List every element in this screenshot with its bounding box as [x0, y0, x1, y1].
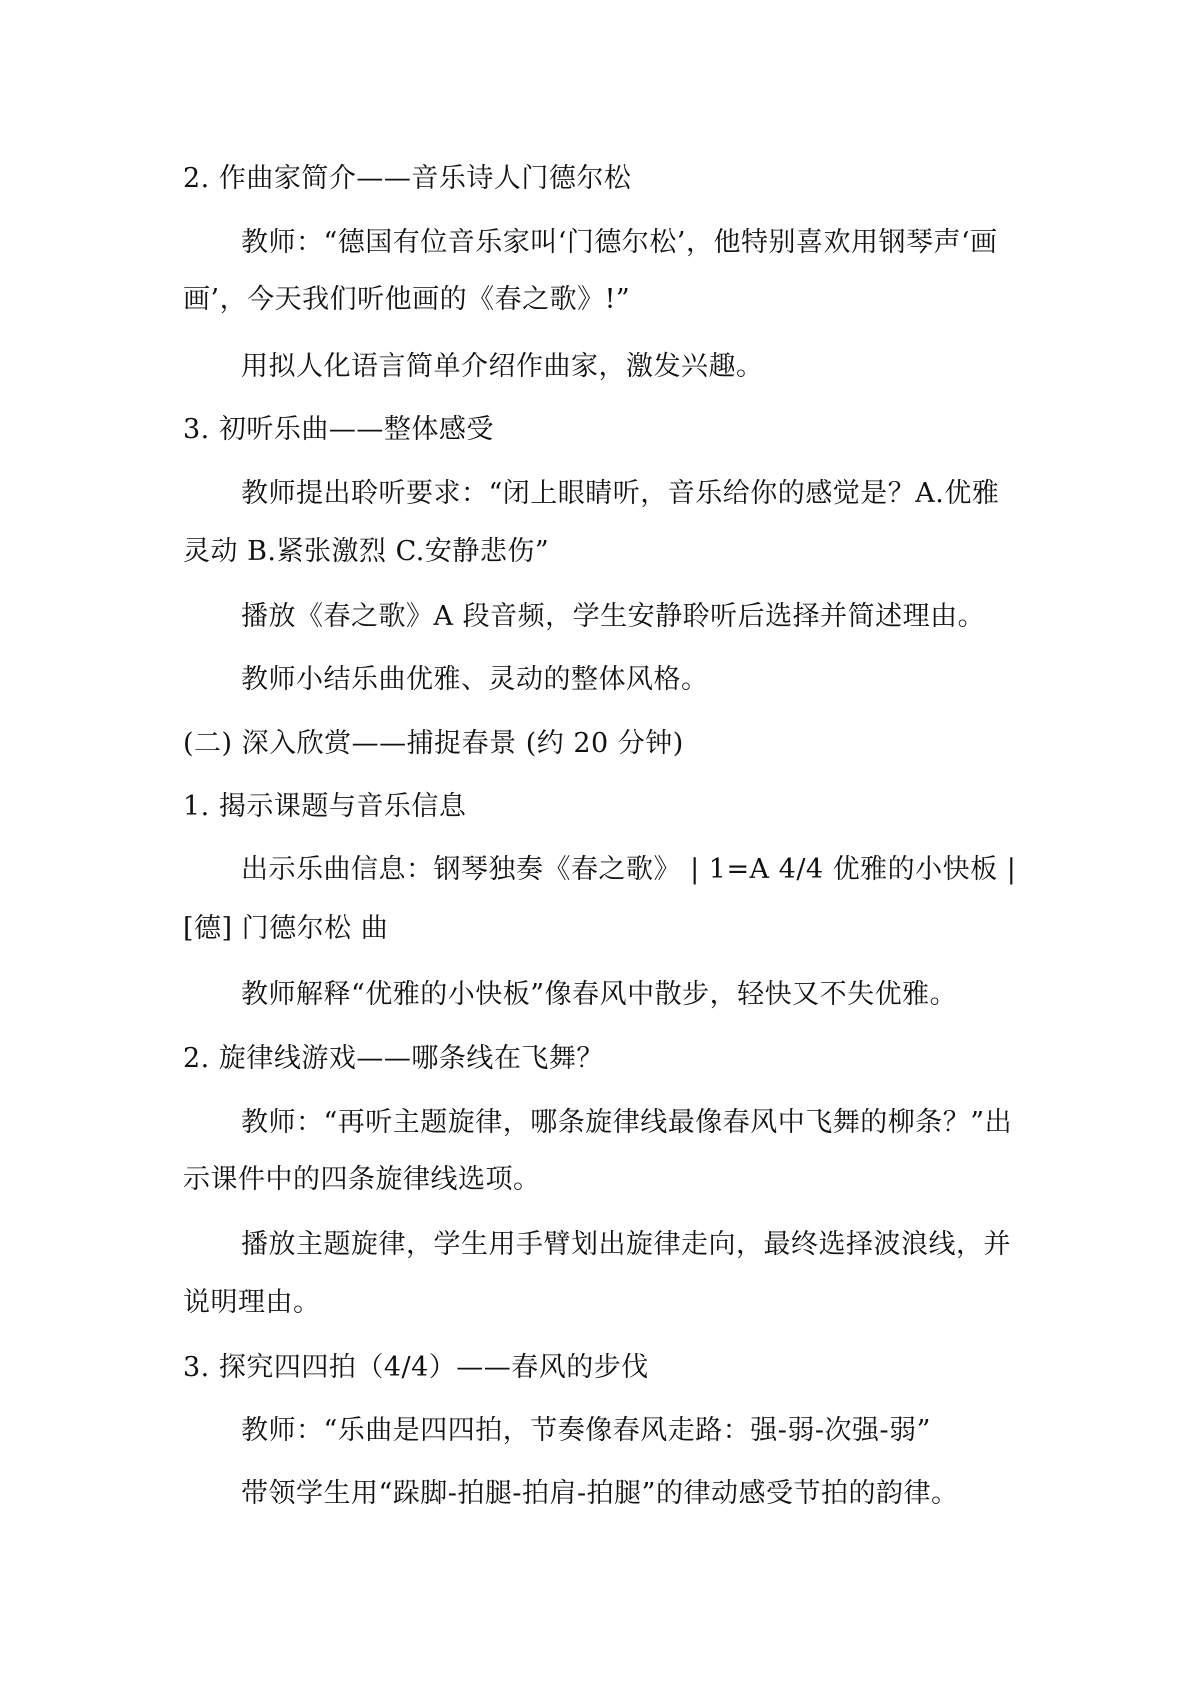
section-heading: 1. 揭示课题与音乐信息 [183, 791, 467, 822]
paragraph-line: 带领学生用“跺脚-拍腿-拍肩-拍腿”的律动感受节拍的韵律。 [241, 1478, 959, 1509]
paragraph-line: 播放主题旋律，学生用手臂划出旋律走向，最终选择波浪线，并 [241, 1229, 1011, 1260]
paragraph-line: 教师解释“优雅的小快板”像春风中散步，轻快又不失优雅。 [241, 979, 958, 1010]
paragraph-line: 教师：“乐曲是四四拍，节奏像春风走路：强-弱-次强-弱” [241, 1415, 931, 1446]
paragraph-line: 教师小结乐曲优雅、灵动的整体风格。 [241, 664, 709, 695]
paragraph-line: 出示乐曲信息：钢琴独奏《春之歌》 | 1=A 4/4 优雅的小快板 | [241, 854, 1017, 885]
paragraph-continuation: 灵动 B.紧张激烈 C.安静悲伤” [183, 536, 550, 567]
part-heading: (二) 深入欣赏——捕捉春景 (约 20 分钟) [183, 728, 684, 759]
paragraph-line: 用拟人化语言简单介绍作曲家，激发兴趣。 [241, 351, 764, 382]
section-heading: 2. 作曲家简介——音乐诗人门德尔松 [183, 163, 632, 194]
section-heading: 2. 旋律线游戏——哪条线在飞舞？ [183, 1043, 604, 1074]
paragraph-line: 教师：“德国有位音乐家叫‘门德尔松’，他特别喜欢用钢琴声‘画 [241, 227, 998, 258]
paragraph-continuation: 说明理由。 [183, 1287, 321, 1318]
paragraph-line: 教师提出聆听要求：“闭上眼睛听，音乐给你的感觉是？A.优雅 [241, 478, 1000, 509]
paragraph-line: 教师：“再听主题旋律，哪条旋律线最像春风中飞舞的柳条？”出 [241, 1107, 1013, 1138]
paragraph-continuation: [德] 门德尔松 曲 [183, 913, 389, 944]
section-heading: 3. 初听乐曲——整体感受 [183, 414, 494, 445]
paragraph-line: 播放《春之歌》A 段音频，学生安静聆听后选择并简述理由。 [241, 601, 986, 632]
paragraph-continuation: 画’，今天我们听他画的《春之歌》!” [183, 284, 631, 315]
paragraph-continuation: 示课件中的四条旋律线选项。 [183, 1164, 541, 1195]
section-heading: 3. 探究四四拍（4/4）——春风的步伐 [183, 1352, 649, 1383]
